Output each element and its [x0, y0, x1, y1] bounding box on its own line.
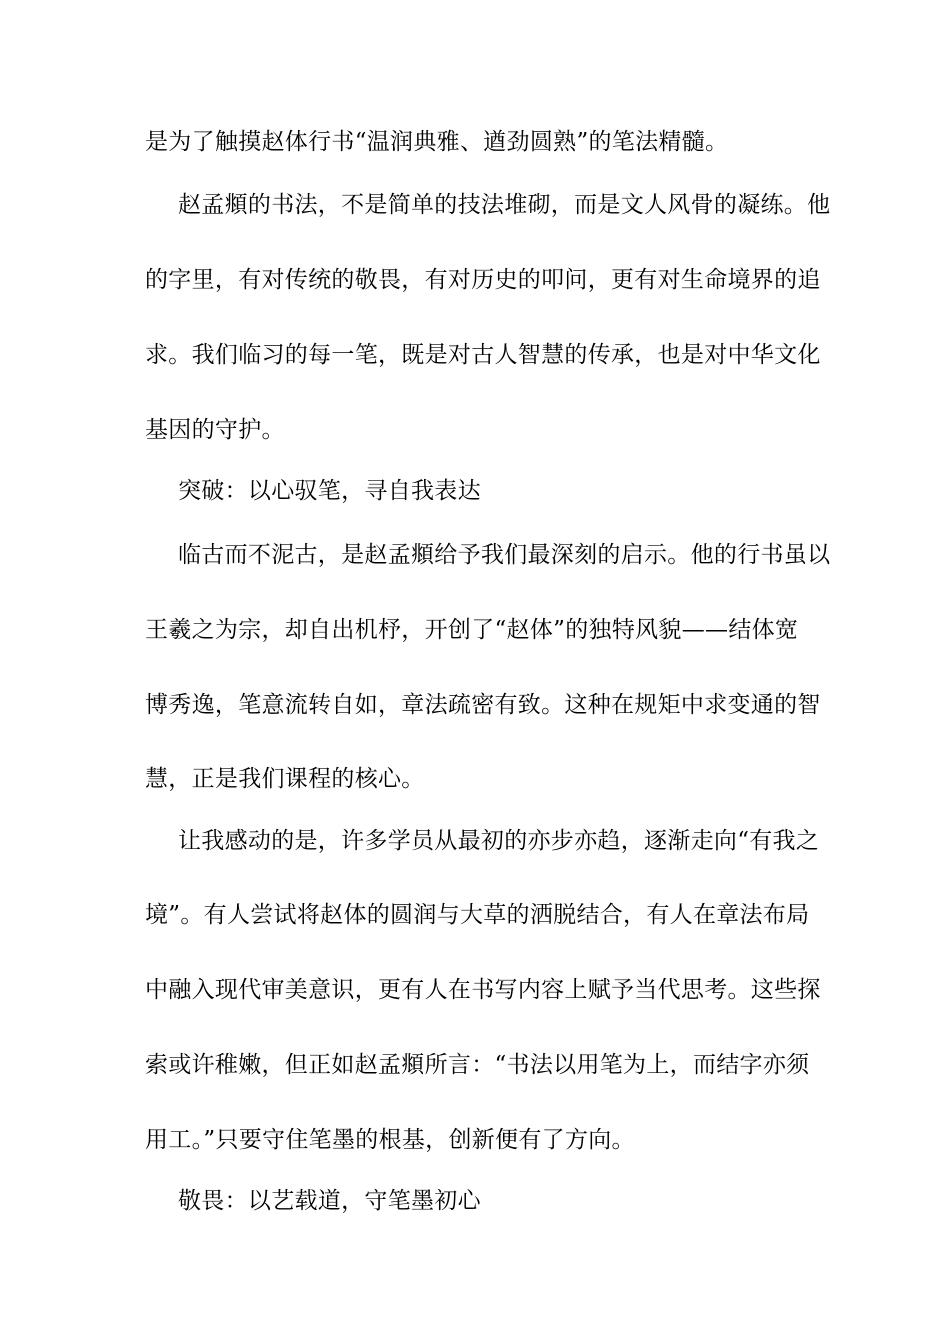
paragraph-line: 的字里，有对传统的敬畏，有对历史的叩问，更有对生命境界的追	[145, 267, 821, 293]
paragraph-line: 中融入现代审美意识，更有人在书写内容上赋予当代思考。这些探	[145, 977, 821, 1003]
paragraph-line: 王羲之为宗，却自出机杼，开创了“赵体”的独特风貌——结体宽	[145, 617, 799, 643]
section-heading: 突破：以心驭笔，寻自我表达	[178, 478, 481, 504]
paragraph-line: 境”。有人尝试将赵体的圆润与大草的洒脱结合，有人在章法布局	[145, 902, 810, 928]
paragraph-line: 让我感动的是，许多学员从最初的亦步亦趋，逐渐走向“有我之	[178, 828, 820, 854]
paragraph-line: 博秀逸，笔意流转自如，章法疏密有致。这种在规矩中求变通的智	[145, 692, 821, 718]
paragraph-line: 求。我们临习的每一笔，既是对古人智慧的传承，也是对中华文化	[145, 342, 821, 368]
paragraph-line: 赵孟頫的书法，不是简单的技法堆砌，而是文人风骨的凝练。他	[178, 192, 831, 218]
paragraph-line: 临古而不泥古，是赵孟頫给予我们最深刻的启示。他的行书虽以	[178, 542, 831, 568]
paragraph-line: 基因的守护。	[145, 417, 285, 443]
paragraph-line: 用工。”只要守住笔墨的根基，创新便有了方向。	[145, 1127, 635, 1153]
paragraph-line: 索或许稚嫩，但正如赵孟頫所言：“书法以用笔为上，而结字亦须	[145, 1052, 810, 1078]
section-heading: 敬畏：以艺载道，守笔墨初心	[178, 1188, 481, 1214]
paragraph-line: 慧，正是我们课程的核心。	[145, 766, 425, 792]
paragraph-line: 是为了触摸赵体行书“温润典雅、遒劲圆熟”的笔法精髓。	[145, 129, 729, 155]
